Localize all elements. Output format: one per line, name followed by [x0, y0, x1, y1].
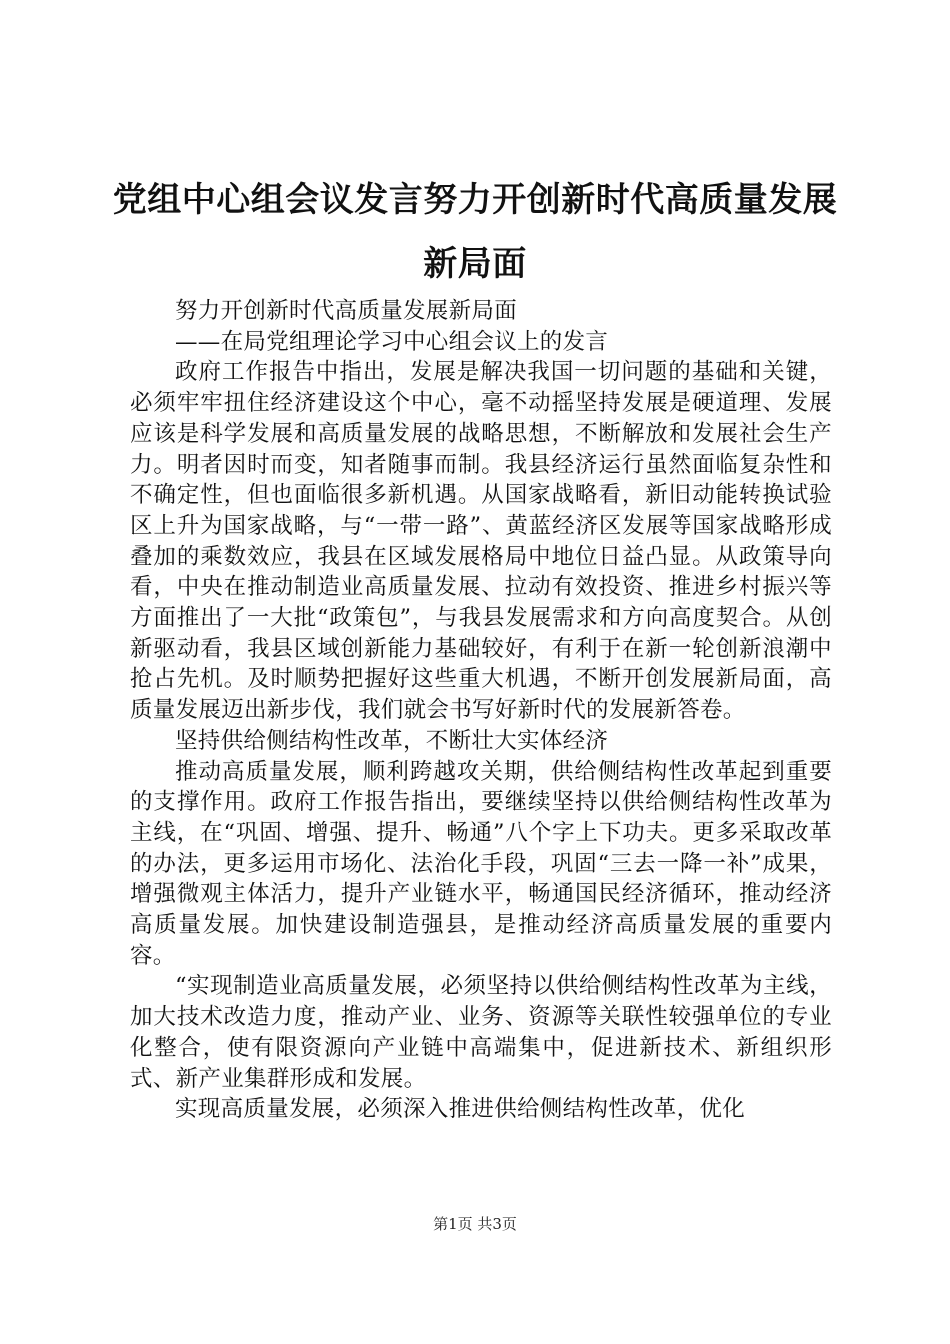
body-paragraph: 推动高质量发展，顺利跨越攻关期，供给侧结构性改革起到重要的支撑作用。政府工作报告指出，要继续坚持以供给侧结构性改革为主线，在“巩固、增强、提升、畅通”八个字上下功夫。更多采取改革的办法，更多运用市场化、法治化手段，巩固“三去一降一补”成果，增强微观主体活力，提升产业链水平，畅通国民经济循环，推动经济高质量发展。加快建设制造强县，是推动经济高质量发展的重要内容。 [130, 758, 832, 969]
subtitle-line: 努力开创新时代高质量发展新局面 [175, 298, 518, 324]
document-title: 党组中心组会议发言努力开创新时代高质量发展新局面 [112, 180, 838, 284]
body-paragraph: 政府工作报告中指出，发展是解决我国一切问题的基础和关键，必须牢牢扭住经济建设这个中心，毫不动摇坚持发展是硬道理、发展应该是科学发展和高质量发展的战略思想，不断解放和发展社会生产力。明者因时而变，知者随事而制。我县经济运行虽然面临复杂性和不确定性，但也面临很多新机遇。从国家战略看，新旧动能转换试验区上升为国家战略，与“一带一路”、黄蓝经济区发展等国家战略形成叠加的乘数效应，我县在区域发展格局中地位日益凸显。从政策导向看，中央在推动制造业高质量发展、拉动有效投资、推进乡村振兴等方面推出了一大批“政策包”，与我县发展需求和方向高度契合。从创新驱动看，我县区域创新能力基础较好，有利于在新一轮创新浪潮中抢占先机。及时顺势把握好这些重大机遇，不断开创发展新局面，高质量发展迈出新步伐，我们就会书写好新时代的发展新答卷。 [130, 359, 832, 724]
speech-occasion-line: ——在局党组理论学习中心组会议上的发言 [175, 328, 609, 355]
page-number-footer: 第1页 共3页 [433, 1215, 517, 1233]
section-heading: 坚持供给侧结构性改革，不断壮大实体经济 [175, 727, 609, 754]
body-paragraph: 实现高质量发展，必须深入推进供给侧结构性改革，优化 [175, 1096, 746, 1123]
body-paragraph: “实现制造业高质量发展，必须坚持以供给侧结构性改革为主线，加大技术改造力度，推动产业、业务、资源等关联性较强单位的专业化整合，使有限资源向产业链中高端集中，促进新技术、新组织形式、新产业集群形成和发展。 [130, 973, 832, 1092]
document-body [130, 296, 832, 1125]
